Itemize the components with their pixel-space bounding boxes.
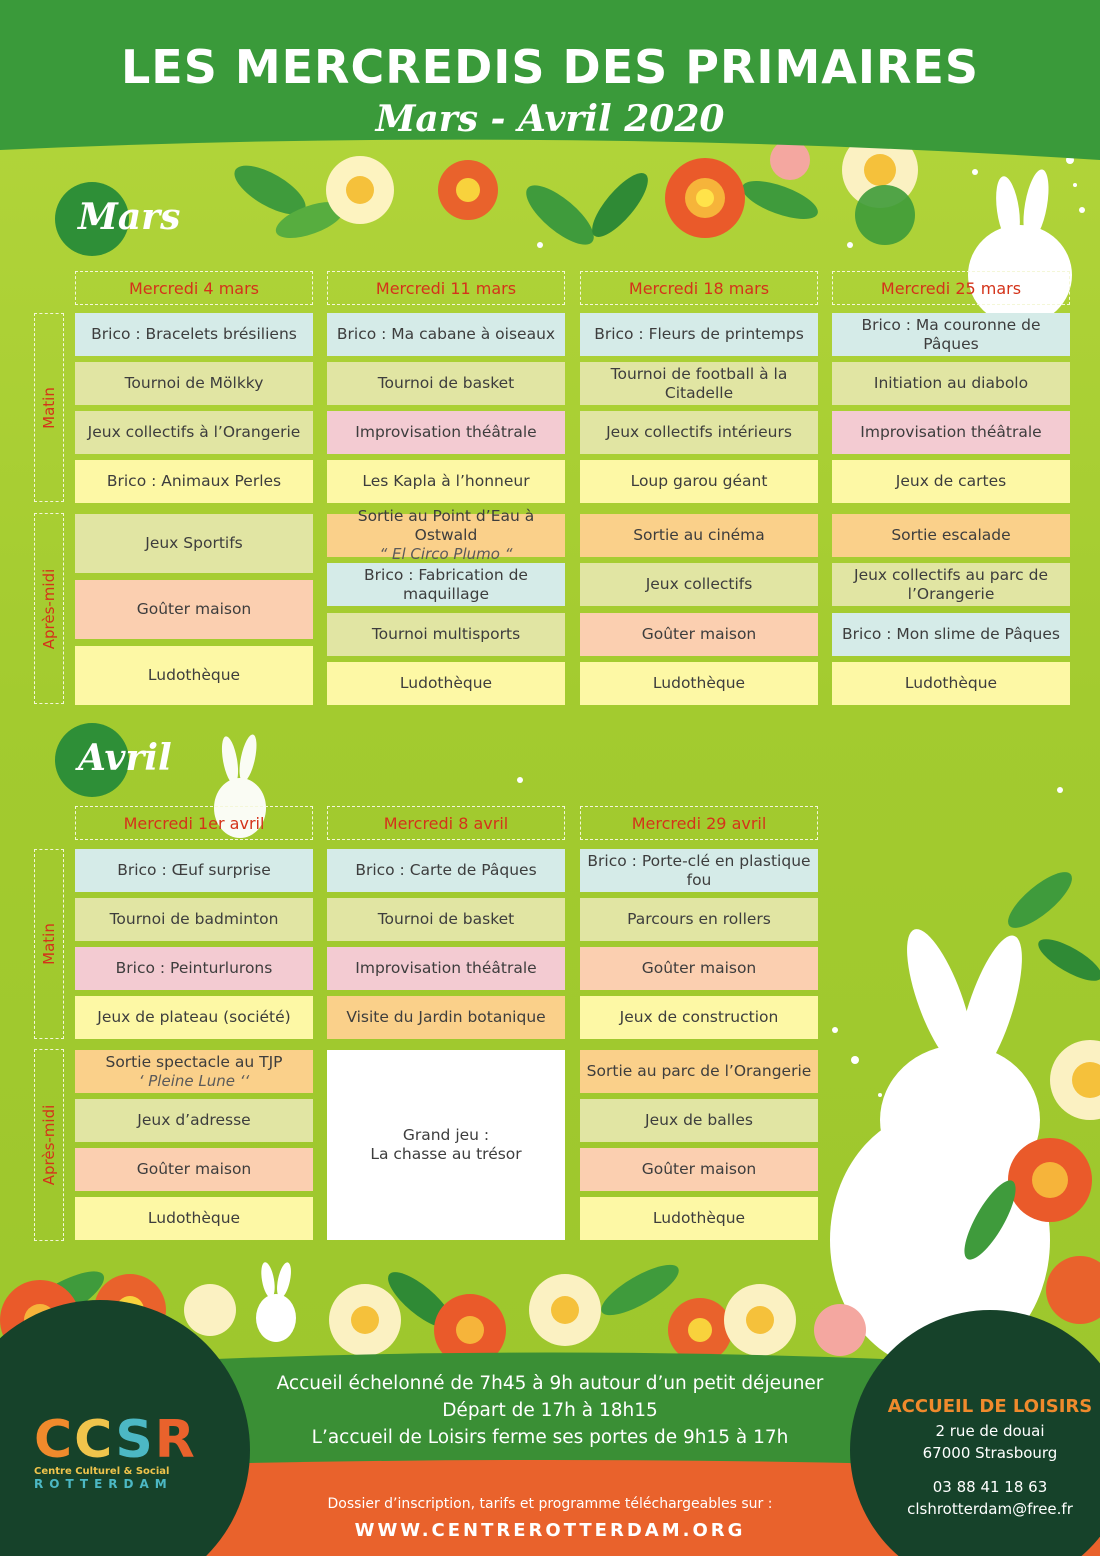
month-label-mars: Mars [78,196,181,238]
activity-cell: Brico : Ma cabane à oiseaux [327,313,565,356]
activity-cell: Tournoi de basket [327,362,565,405]
activity-cell: Goûter maison [580,613,818,656]
page-subtitle: Mars - Avril 2020 [375,98,725,140]
page-title: LES MERCREDIS DES PRIMAIRES [120,40,979,94]
bunny-icon [830,922,1050,1370]
activity-cell: Brico : Fabrication de maquillage [327,563,565,606]
ccsr-logo [34,1412,204,1491]
activity-line: Grand jeu : [402,1126,490,1144]
activity-cell: Jeux de construction [580,996,818,1039]
activity-cell: Brico : Œuf surprise [75,849,313,892]
day-header: Mercredi 18 mars [580,271,818,305]
activity-cell: Ludothèque [75,646,313,705]
activity-cell: Brico : Bracelets brésiliens [75,313,313,356]
day-header: Mercredi 4 mars [75,271,313,305]
activity-cell: Improvisation théâtrale [327,947,565,990]
activity-cell: Goûter maison [580,1148,818,1191]
footer-line: L’accueil de Loisirs ferme ses portes de 9h15 à 17h [311,1427,789,1448]
bunny-icon [256,1261,296,1342]
activity-cell: Brico : Animaux Perles [75,460,313,503]
activity-cell: Sortie au parc de l’Orangerie [580,1050,818,1093]
activity-cell: Brico : Porte-clé en plastique fou [580,849,818,892]
activity-cell: Jeux de balles [580,1099,818,1142]
activity-cell: Improvisation théâtrale [327,411,565,454]
activity-cell: Ludothèque [327,662,565,705]
activity-cell: Brico : Carte de Pâques [327,849,565,892]
contact-phone[interactable]: 03 88 41 18 63 [932,1478,1048,1496]
logo-letters: CCSR [34,1410,197,1470]
day-header: Mercredi 25 mars [832,271,1070,305]
activity-cell: Tournoi de badminton [75,898,313,941]
activity-cell: Brico : Fleurs de printemps [580,313,818,356]
activity-cell: Jeux collectifs [580,563,818,606]
activity-cell-big-game [327,1050,565,1240]
contact-city: 67000 Strasbourg [922,1444,1058,1462]
contact-heading: ACCUEIL DE LOISIRS [887,1396,1093,1417]
activity-main: Sortie au Point d’Eau à Ostwald [357,507,535,544]
logo-line2: ROTTERDAM [34,1477,173,1491]
footer-line: Accueil échelonné de 7h45 à 9h autour d’un petit déjeuner [276,1373,824,1394]
activity-cell: Parcours en rollers [580,898,818,941]
side-label-apres-midi: Après-midi [34,1049,64,1241]
activity-cell: Jeux de cartes [832,460,1070,503]
activity-cell: Ludothèque [580,662,818,705]
activity-cell: Goûter maison [75,1148,313,1191]
day-header: Mercredi 11 mars [327,271,565,305]
activity-cell: Jeux Sportifs [75,514,313,573]
footer-info [180,1370,920,1451]
activity-cell: Tournoi multisports [327,613,565,656]
activity-subtitle: ‘ Pleine Lune ‘‘ [138,1071,250,1090]
activity-cell: Jeux d’adresse [75,1099,313,1142]
activity-cell: Les Kapla à l’honneur [327,460,565,503]
activity-subtitle: “ El Circo Plumo “ [379,545,513,563]
activity-cell: Brico : Ma couronne de Pâques [832,313,1070,356]
activity-cell: Visite du Jardin botanique [327,996,565,1039]
activity-cell: Brico : Mon slime de Pâques [832,613,1070,656]
contact-street: 2 rue de douai [935,1422,1045,1440]
activity-cell: Jeux de plateau (société) [75,996,313,1039]
activity-cell: Ludothèque [832,662,1070,705]
day-header: Mercredi 29 avril [580,806,818,840]
activity-cell-outing [75,1050,313,1093]
activity-cell: Jeux collectifs à l’Orangerie [75,411,313,454]
month-label-avril: Avril [78,737,172,779]
website-link[interactable]: WWW.CENTREROTTERDAM.ORG [354,1520,746,1541]
activity-cell: Ludothèque [580,1197,818,1240]
activity-cell: Improvisation théâtrale [832,411,1070,454]
activity-cell: Goûter maison [75,580,313,639]
day-header: Mercredi 8 avril [327,806,565,840]
activity-cell: Ludothèque [75,1197,313,1240]
activity-cell: Sortie au cinéma [580,514,818,557]
activity-cell: Sortie escalade [832,514,1070,557]
activity-cell: Jeux collectifs intérieurs [580,411,818,454]
activity-line: La chasse au trésor [370,1145,522,1163]
footer-line: Départ de 17h à 18h15 [442,1400,658,1421]
day-header: Mercredi 1er avril [75,806,313,840]
contact-email[interactable]: clshrotterdam@free.fr [907,1500,1073,1518]
download-note: Dossier d’inscription, tarifs et programme téléchargeables sur : [327,1496,773,1512]
activity-cell: Tournoi de football à la Citadelle [580,362,818,405]
activity-cell-outing [327,507,565,563]
header [0,0,1100,175]
logo-line1: Centre Culturel & Social [34,1466,170,1477]
activity-cell: Jeux collectifs au parc de l’Orangerie [832,563,1070,606]
activity-cell: Goûter maison [580,947,818,990]
activity-cell: Tournoi de Mölkky [75,362,313,405]
contact-block [880,1396,1100,1520]
side-label-matin: Matin [34,313,64,502]
activity-cell: Brico : Peinturlurons [75,947,313,990]
side-label-matin: Matin [34,849,64,1039]
activity-cell: Tournoi de basket [327,898,565,941]
activity-cell: Initiation au diabolo [832,362,1070,405]
side-label-apres-midi: Après-midi [34,513,64,704]
activity-main: Sortie spectacle au TJP [105,1052,283,1071]
activity-cell: Loup garou géant [580,460,818,503]
